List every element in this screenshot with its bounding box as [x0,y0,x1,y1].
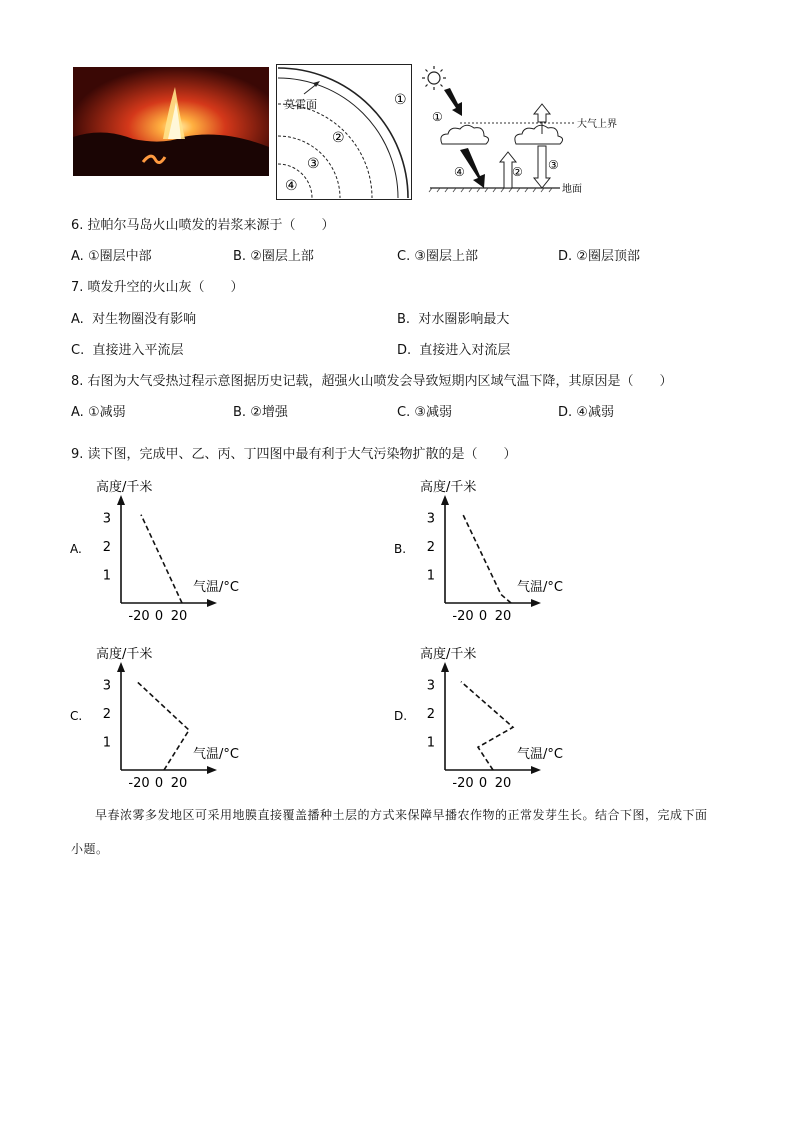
y-axis-arrow [117,495,125,505]
y-tick-label: 2 [426,540,435,555]
layer-label-1: ① [394,92,407,108]
x-axis-label: 气温/°C [517,747,563,762]
chart-d[interactable] [394,642,594,792]
q6-option-c[interactable]: C. ③圈层上部 [397,249,479,264]
question-9-stem: 9. 读下图，完成甲、乙、丙、丁四图中最有利于大气污染物扩散的是（ ） [71,447,517,462]
y-axis-label: 高度/千米 [420,647,477,662]
y-tick-label: 3 [426,678,435,694]
q8-option-a[interactable]: A. ①减弱 [71,405,126,420]
x-tick-label: 20 [170,609,188,624]
y-axis-label: 高度/千米 [96,647,153,662]
x-tick-label: 0 [154,776,164,791]
ground-label: 地面 [562,184,582,195]
y-axis-arrow [441,662,449,672]
x-tick-label: -20 [128,776,150,791]
x-tick-label: 20 [494,609,512,624]
layer-label-3: ③ [307,156,320,172]
y-axis-arrow [117,662,125,672]
atmosphere-heating-diagram [420,64,642,200]
y-tick-label: 1 [102,735,111,751]
q6-option-b[interactable]: B. ②圈层上部 [233,249,314,264]
chart-c[interactable] [70,642,270,792]
earth-layers-diagram [276,64,412,200]
y-tick-label: 1 [426,568,435,584]
temperature-profile-line [137,682,189,770]
q7-option-c[interactable]: C. 直接进入平流层 [71,343,184,358]
reading-passage: 早春浓雾多发地区可采用地膜直接覆盖播种土层的方式来保障早播农作物的正常发芽生长。结合下图，完成下面小题。 [71,808,708,856]
q7-option-b[interactable]: B. 对水圈影响最大 [397,312,510,327]
temperature-profile-svg [394,642,594,792]
arrow-label-3: ③ [548,158,559,172]
temperature-profile-line [461,682,513,770]
temperature-profile-line [463,515,511,603]
y-tick-label: 1 [426,735,435,751]
option-letter: B. [394,542,407,556]
y-axis-arrow [441,495,449,505]
q8-option-d[interactable]: D. ④减弱 [558,405,614,420]
y-tick-label: 1 [102,568,111,584]
y-axis-label: 高度/千米 [420,480,477,495]
arrow-label-4: ④ [454,165,465,179]
chart-a[interactable] [70,475,270,625]
q6-option-a[interactable]: A. ①圈层中部 [71,249,152,264]
x-tick-label: 0 [478,776,488,791]
temperature-profile-svg [70,475,270,625]
option-letter: A. [70,542,82,556]
layer-label-4: ④ [285,178,298,194]
layer-label-2: ② [332,130,345,146]
arrow-label-2: ② [512,165,523,179]
x-axis-label: 气温/°C [517,580,563,595]
question-7-stem: 7. 喷发升空的火山灰（ ） [71,280,244,295]
volcano-eruption-photo [73,67,269,176]
option-letter: C. [70,709,83,723]
q7-option-d[interactable]: D. 直接进入对流层 [397,343,511,358]
chart-b[interactable] [394,475,594,625]
temperature-profile-svg [70,642,270,792]
question-8-stem: 8. 右图为大气受热过程示意图据历史记载，超强火山喷发会导致短期内区域气温下降，其原因是（ ） [71,374,673,389]
x-axis-label: 气温/°C [193,747,239,762]
question-6-stem: 6. 拉帕尔马岛火山喷发的岩浆来源于（ ） [71,218,335,233]
q6-option-d[interactable]: D. ②圈层顶部 [558,249,640,264]
x-axis-arrow [207,766,217,774]
x-tick-label: 20 [494,776,512,791]
x-axis-label: 气温/°C [193,580,239,595]
q8-option-b[interactable]: B. ②增强 [233,405,288,420]
x-tick-label: -20 [452,776,474,791]
x-axis-arrow [531,599,541,607]
temperature-profile-line [141,515,182,603]
arrow-label-1: ① [432,110,443,124]
x-axis-arrow [531,766,541,774]
x-axis-arrow [207,599,217,607]
y-tick-label: 3 [426,511,435,527]
y-axis-label: 高度/千米 [96,480,153,495]
temperature-profile-svg [394,475,594,625]
x-tick-label: 0 [478,609,488,624]
q7-option-a[interactable]: A. 对生物圈没有影响 [71,312,197,327]
x-tick-label: -20 [128,609,150,624]
y-tick-label: 3 [102,678,111,694]
x-tick-label: 0 [154,609,164,624]
y-tick-label: 2 [426,707,435,722]
sun-icon [422,66,446,90]
atmosphere-top-label: 大气上界 [577,119,617,130]
x-tick-label: -20 [452,609,474,624]
y-tick-label: 2 [102,540,111,555]
y-tick-label: 3 [102,511,111,527]
moho-label: 莫霍面 [284,98,317,111]
y-tick-label: 2 [102,707,111,722]
x-tick-label: 20 [170,776,188,791]
q8-option-c[interactable]: C. ③减弱 [397,405,453,420]
option-letter: D. [394,709,408,723]
